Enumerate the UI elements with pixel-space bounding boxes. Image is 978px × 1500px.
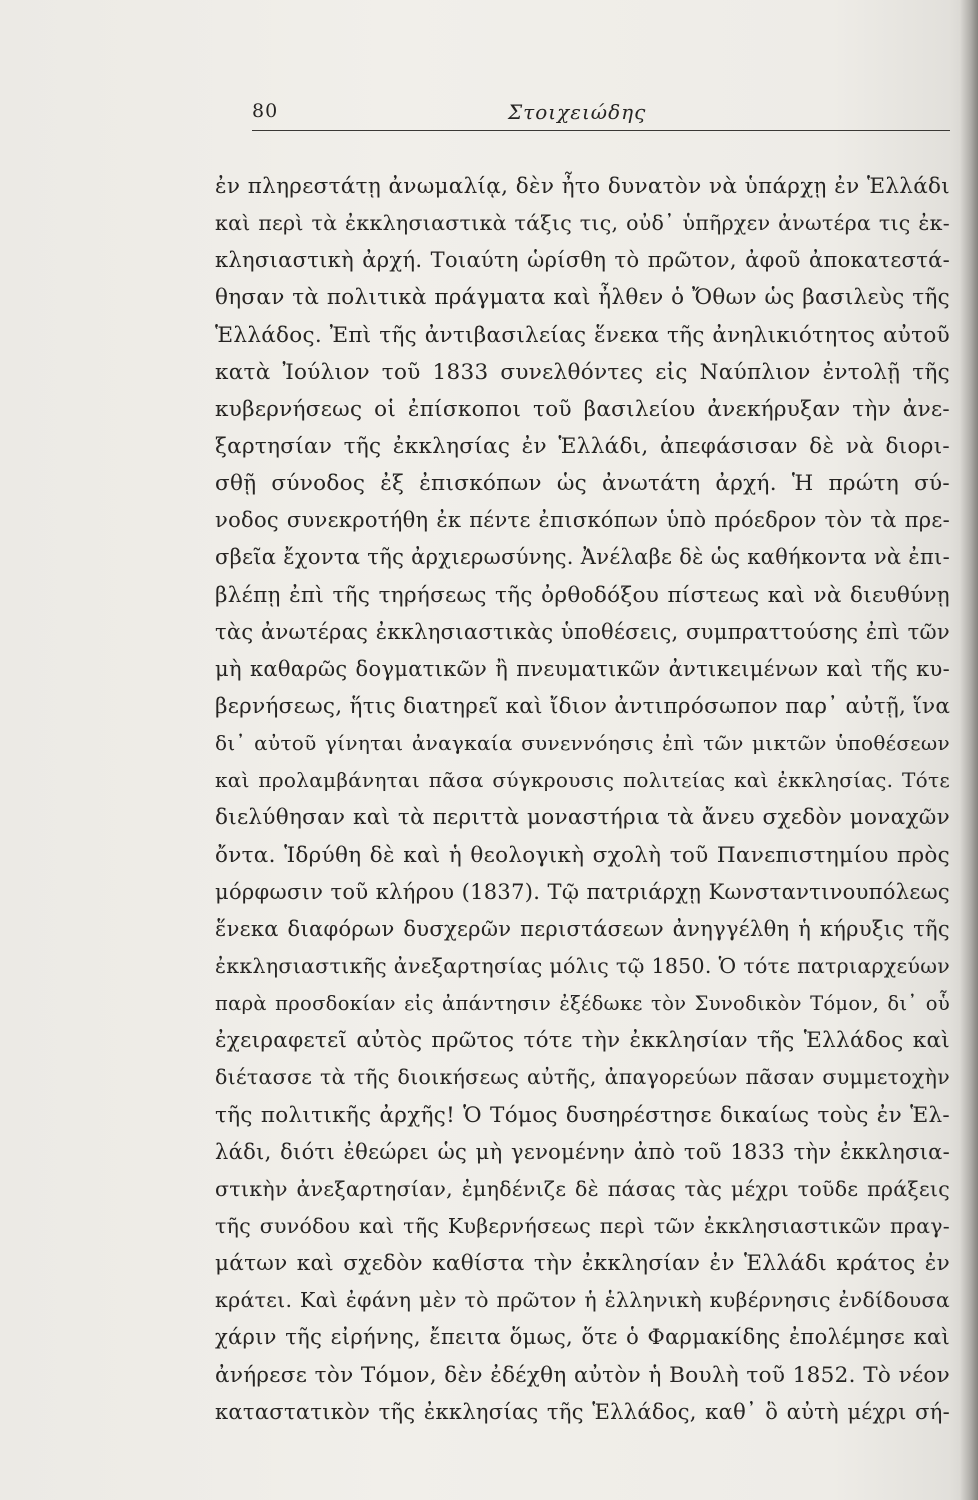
page-number: 80 bbox=[252, 100, 279, 122]
body-text bbox=[215, 168, 950, 1431]
text-line: λάδι, διότι ἐθεώρει ὡς μὴ γενομένην ἀπὸ τοῦ 1833 τὴν ἐκκλησια- bbox=[215, 1139, 950, 1164]
text-line: δι᾿ αὐτοῦ γίνηται ἀναγκαία συνεννόησις ἐπὶ τῶν μικτῶν ὑποθέσεων bbox=[215, 731, 950, 756]
text-line: σβεῖα ἔχοντα τῆς ἀρχιερωσύνης. Ἀνέλαβε δὲ ὡς καθήκοντα νὰ ἐπι- bbox=[215, 545, 950, 570]
text-line: καταστατικὸν τῆς ἐκκλησίας τῆς Ἑλλάδος, καθ᾿ ὃ αὐτὴ μέχρι σή- bbox=[215, 1399, 950, 1424]
text-line: καὶ προλαμβάνηται πᾶσα σύγκρουσις πολιτείας καὶ ἐκκλησίας. Τότε bbox=[215, 768, 950, 793]
text-line: βλέπῃ ἐπὶ τῆς τηρήσεως τῆς ὀρθοδόξου πίστεως καὶ νὰ διευθύνῃ bbox=[215, 582, 950, 608]
page-gutter-shadow bbox=[960, 0, 978, 1500]
text-line: ἕνεκα διαφόρων δυσχερῶν περιστάσεων ἀνηγγέλθη ἡ κήρυξις τῆς bbox=[215, 916, 950, 941]
text-line: διελύθησαν καὶ τὰ περιττὰ μοναστήρια τὰ ἄνευ σχεδὸν μοναχῶν bbox=[215, 805, 950, 831]
text-line: ἐχειραφετεῖ αὐτὸς πρῶτος τότε τὴν ἐκκλησίαν τῆς Ἑλλάδος καὶ bbox=[215, 1028, 950, 1054]
text-line: κυβερνήσεως οἱ ἐπίσκοποι τοῦ βασιλείου ἀνεκήρυξαν τὴν ἀνε- bbox=[215, 396, 950, 422]
text-line: βερνήσεως, ἥτις διατηρεῖ καὶ ἴδιον ἀντιπρόσωπον παρ᾿ αὐτῇ, ἵνα bbox=[215, 693, 951, 719]
text-line: θησαν τὰ πολιτικὰ πράγματα καὶ ἦλθεν ὁ Ὄθων ὡς βασιλεὺς τῆς bbox=[215, 285, 950, 311]
text-line: κλησιαστικὴ ἀρχή. Τοιαύτη ὡρίσθη τὸ πρῶτον, ἀφοῦ ἀποκατεστά- bbox=[215, 248, 950, 273]
text-line: μόρφωσιν τοῦ κλήρου (1837). Τῷ πατριάρχῃ Κωνσταντινουπόλεως bbox=[215, 879, 950, 904]
text-line: ἐκκλησιαστικῆς ἀνεξαρτησίας μόλις τῷ 1850. Ὁ τότε πατριαρχεύων bbox=[215, 953, 950, 978]
text-line: τὰς ἀνωτέρας ἐκκλησιαστικὰς ὑποθέσεις, συμπραττούσης ἐπὶ τῶν bbox=[215, 619, 950, 644]
text-line: μὴ καθαρῶς δογματικῶν ἢ πνευματικῶν ἀντικειμένων καὶ τῆς κυ- bbox=[215, 656, 950, 681]
text-line: τῆς συνόδου καὶ τῆς Κυβερνήσεως περὶ τῶν ἐκκλησιαστικῶν πραγ- bbox=[215, 1213, 950, 1238]
text-line: νοδος συνεκροτήθη ἐκ πέντε ἐπισκόπων ὑπὸ πρόεδρον τὸν τὰ πρε- bbox=[215, 508, 950, 533]
text-line: παρὰ προσδοκίαν εἰς ἀπάντησιν ἐξέδωκε τὸν Συνοδικὸν Τόμον, δι᾿ οὗ bbox=[215, 992, 950, 1016]
text-line: κατὰ Ἰούλιον τοῦ 1833 συνελθόντες εἰς Ναύπλιον ἐντολῇ τῆς bbox=[215, 359, 950, 385]
text-line: Ἑλλάδος. Ἐπὶ τῆς ἀντιβασιλείας ἕνεκα τῆς ἀνηλικιότητος αὐτοῦ bbox=[215, 322, 950, 348]
text-line: ξαρτησίαν τῆς ἐκκλησίας ἐν Ἑλλάδι, ἀπεφάσισαν δὲ νὰ διορι- bbox=[215, 433, 950, 459]
page-header bbox=[252, 100, 950, 134]
header-rule bbox=[252, 130, 950, 131]
running-head: Στοιχειώδης bbox=[508, 100, 647, 124]
text-line: ἐν πληρεστάτῃ ἀνωμαλίᾳ, δὲν ἦτο δυνατὸν νὰ ὑπάρχῃ ἐν Ἑλλάδι bbox=[215, 174, 950, 199]
text-line: διέτασσε τὰ τῆς διοικήσεως αὐτῆς, ἀπαγορεύων πᾶσαν συμμετοχὴν bbox=[215, 1065, 950, 1090]
text-line: καὶ περὶ τὰ ἐκκλησιαστικὰ τάξις τις, οὐδ᾿ ὑπῆρχεν ἀνωτέρα τις ἐκ- bbox=[215, 211, 950, 236]
text-line: ἀνήρεσε τὸν Τόμον, δὲν ἐδέχθη αὐτὸν ἡ Βουλὴ τοῦ 1852. Τὸ νέον bbox=[215, 1362, 950, 1388]
text-line: ὄντα. Ἱδρύθη δὲ καὶ ἡ θεολογικὴ σχολὴ τοῦ Πανεπιστημίου πρὸς bbox=[215, 842, 950, 868]
text-line: σθῇ σύνοδος ἐξ ἐπισκόπων ὡς ἀνωτάτη ἀρχή. Ἡ πρώτη σύ- bbox=[215, 471, 950, 497]
text-line: κράτει. Καὶ ἐφάνη μὲν τὸ πρῶτον ἡ ἑλληνικὴ κυβέρνησις ἐνδίδουσα bbox=[215, 1288, 950, 1313]
text-line: τῆς πολιτικῆς ἀρχῆς! Ὁ Τόμος δυσηρέστησε δικαίως τοὺς ἐν Ἑλ- bbox=[215, 1102, 950, 1128]
text-line: στικὴν ἀνεξαρτησίαν, ἐμηδένιζε δὲ πάσας τὰς μέχρι τοῦδε πράξεις bbox=[215, 1176, 950, 1201]
text-line: χάριν τῆς εἰρήνης, ἔπειτα ὅμως, ὅτε ὁ Φαρμακίδης ἐπολέμησε καὶ bbox=[215, 1325, 950, 1350]
text-line: μάτων καὶ σχεδὸν καθίστα τὴν ἐκκλησίαν ἐν Ἑλλάδι κράτος ἐν bbox=[215, 1251, 950, 1277]
